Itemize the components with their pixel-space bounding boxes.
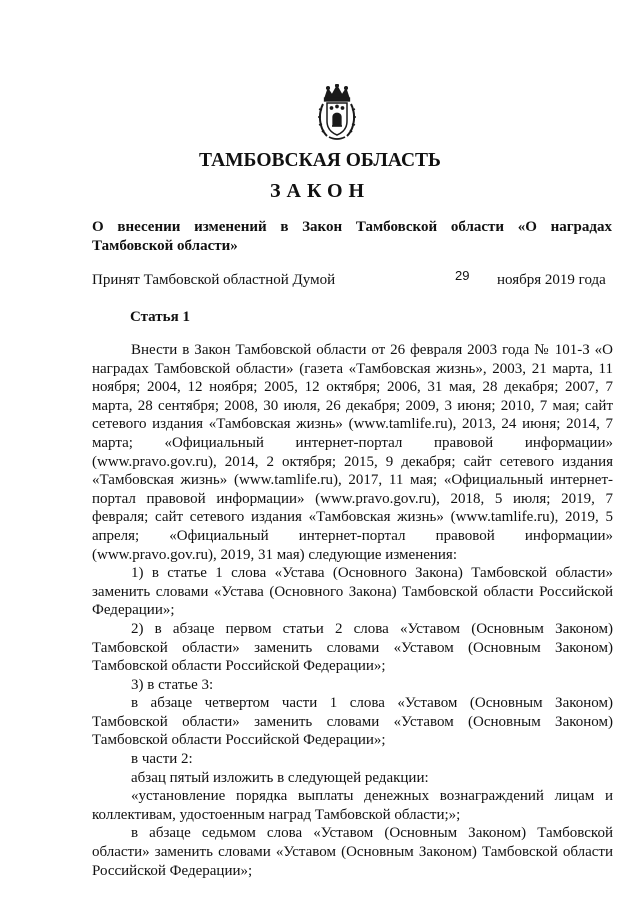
- law-title: ЗАКОН: [269, 180, 371, 202]
- law-subject: О внесении изменений в Закон Тамбовской области «О наградах Тамбовской области»: [92, 219, 612, 254]
- article-heading: Статья 1: [130, 309, 190, 325]
- paragraph: 2) в абзаце первом статьи 2 слова «Уставом (Основным Законом) Тамбовской области» заменить словами «Уставом (Основным Законом) Тамбовской области Российской Федерации»;: [92, 620, 613, 675]
- paragraph: в абзаце четвертом части 1 слова «Уставом (Основным Законом) Тамбовской области» заменить словами «Уставом (Основным Законом) Тамбовской области Российской Федерации»;: [92, 695, 613, 749]
- region-title: ТАМБОВСКАЯ ОБЛАСТЬ: [199, 150, 441, 171]
- paragraph: 1) в статье 1 слова «Устава (Основного Закона) Тамбовской области» заменить словами «Устава (Основного Закона) Тамбовской области Российской Федерации»;: [92, 565, 613, 619]
- paragraph: в абзаце седьмом слова «Уставом (Основным Законом) Тамбовской области» заменить словами «Уставом (Основным Законом) Тамбовской области Российской Федерации»;: [92, 825, 613, 879]
- paragraph: абзац пятый изложить в следующей редакции:: [131, 769, 429, 786]
- paragraph: 3) в статье 3:: [131, 676, 214, 693]
- adopted-label: Принят Тамбовской областной Думой: [92, 272, 336, 288]
- adopted-month-year: ноября 2019 года: [497, 272, 606, 288]
- tambov-coat-of-arms-icon: [317, 84, 357, 142]
- paragraph: Внести в Закон Тамбовской области от 26 февраля 2003 года № 101-З «О наградах Тамбовской области» (газета «Тамбовская жизнь», 2003, 21 марта, 11 ноября; 2004, 12 ноября; 2005, 12 октября; 2006, 31 мая, 28 декабря; 2007, 7 марта, 28 сентября; 2008, 30 июля, 26 декабря; 2009, 3 июня; 2010, 7 мая; сайт сетевого издания «Тамбовская жизнь» (www.tamlife.ru), 2013, 24 июня; 2014, 7 марта; «Официальный интернет-портал правовой информации» (www.pravo.gov.ru), 2014, 2 октября; 2015, 9 декабря; сайт сетевого издания «Тамбовская жизнь» (www.tamlife.ru), 2017, 11 мая; «Официальный интернет-портал правовой информации» (www.pravo.gov.ru), 2018, 5 июля; 2019, 7 февраля; сайт сетевого издания «Тамбовская жизнь» (www.tamlife.ru), 2019, 5 апреля; «Официальный интернет-портал правовой информации» (www.pravo.gov.ru), 2019, 31 мая) следующие изменения:: [92, 342, 613, 563]
- adopted-day: 29: [455, 268, 470, 283]
- paragraph: в части 2:: [131, 751, 193, 768]
- paragraph: «установление порядка выплаты денежных вознаграждений лицам и коллективам, удостоенным наград Тамбовской области;»;: [92, 788, 613, 823]
- article-body: [92, 341, 613, 880]
